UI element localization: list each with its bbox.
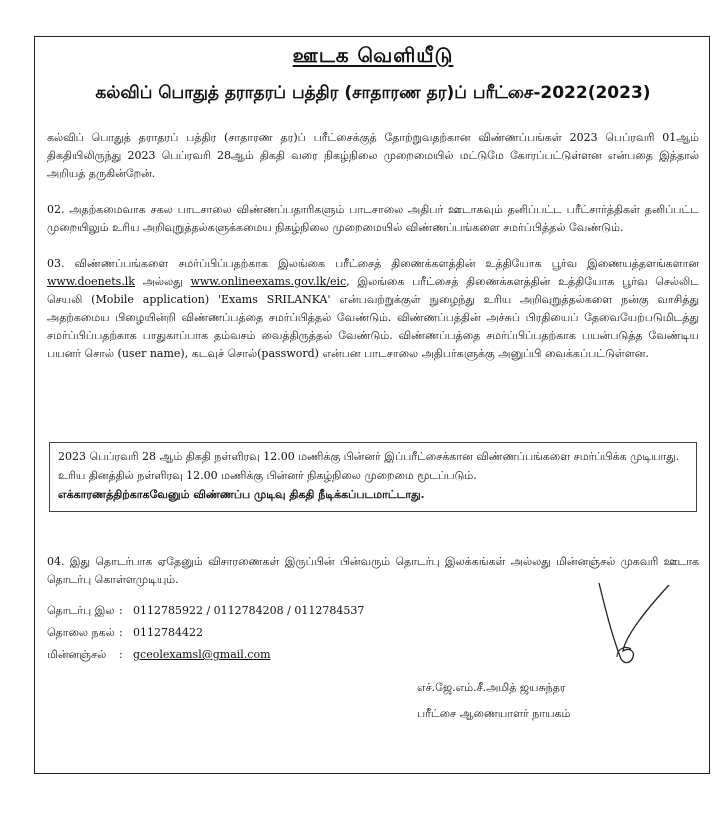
press-release-frame: [34, 36, 710, 774]
deadline-notice-text: 2023 பெப்ரவரி 28 ஆம் திகதி நள்ளிரவு 12.00 மணிக்கு பின்னர் இப்பரீட்சைக்கான விண்ணப்பங்களை சமர்ப்பிக்க முடியாது. உரிய தினத்தில் நள்ளிரவு 12.00 மணிக்கு பின்னர் நிகழ்நிலை முறைமை மூடப்படும்.: [58, 450, 680, 482]
phone-colon: :: [119, 604, 123, 617]
paragraph-1: கல்விப் பொதுத் தராதரப் பத்திர (சாதாரண தர)ப் பரீட்சைக்குத் தோற்றுவதற்கான விண்ணப்பங்கள் 2023 பெப்ரவரி 01ஆம் திகதியிலிருந்து 2023 பெப்ரவரி 28ஆம் திகதி வரை நிகழ்நிலை முறைமையில் மட்டுமே கோரப்பட்டுள்ளன என்பதை இத்தால் அறியத் தருகின்றேன்.: [47, 131, 699, 180]
signature-image: [595, 577, 675, 667]
deadline-notice-box: [49, 442, 697, 512]
fax-colon: :: [119, 626, 123, 639]
signer-name: எச்.ஜே.எம்.சீ.அமித் ஜயசுந்தர: [417, 681, 566, 694]
paragraph-3-rest: , இலங்கை பரீட்சைத் திணைக்களத்தின் உத்தியோக பூர்வ செல்லிட செயலி (Mobile application) 'Exams SRILANKA' என்பவற்றுக்குள் நுழைந்து உரிய அறிவுறுத்தல்களை நன்கு வாசித்து அதற்கமைய பிழையின்றி விண்ணப்பத்தை சமர்ப்பித்தல் வேண்டும். விண்ணப்பத்தின் அச்சுப் பிரதியைப் தேவையேற்படுமிடத்து சமர்ப்பிப்பதற்காக பாதுகாப்பாக தம்வசம் வைத்திருத்தல் வேண்டும். விண்ணப்பத்தை சமர்ப்பிப்பதற்காக பயன்படுத்த வேண்டிய பயனர் சொல் (user name), கடவுச் சொல்(password) என்பன பாடசாலை அதிபர்களுக்கு அனுப்பி வைக்கப்பட்டுள்ளன.: [47, 275, 700, 360]
deadline-notice-bold: எக்காரணத்திற்காகவேனும் விண்ணப்ப முடிவு திகதி நீடிக்கப்படமாட்டாது.: [58, 488, 425, 501]
paragraph-2: 02. அதற்கமைவாக சகல பாடசாலை விண்ணப்பதாரிகளும் பாடசாலை அதிபர் ஊடாகவும் தனிப்பட்ட பரீட்சார்த்திகள் தனிப்பட்ட முறையிலும் உரிய அறிவுறுத்தல்களுக்கமைய நிகழ்நிலை முறைமையில் விண்ணப்பங்களை சமர்ப்பித்தல் வேண்டும்.: [47, 203, 699, 234]
phone-value: 0112785922 / 0112784208 / 0112784537: [133, 604, 365, 617]
phone-label: தொடர்பு இல: [47, 604, 115, 617]
onlineexams-link[interactable]: www.onlineexams.gov.lk/eic: [190, 275, 347, 288]
fax-label: தொலை நகல்: [47, 626, 115, 639]
press-release-title: ஊடக வெளியீடு: [292, 43, 454, 67]
exam-subtitle: கல்விப் பொதுத் தராதரப் பத்திர (சாதாரண தர)ப் பரீட்சை-2022(2023): [95, 83, 651, 103]
paragraph-3-intro: 03. விண்ணப்பங்களை சமர்ப்பிப்பதற்காக இலங்கை பரீட்சைத் திணைக்களத்தின் உத்தியோக பூர்வ இணையத்தளங்களான: [47, 257, 699, 270]
paragraph-3-or: அல்லது: [142, 275, 183, 288]
email-colon: :: [119, 648, 123, 661]
email-label: மின்னஞ்சல்: [47, 648, 107, 661]
fax-row: [47, 625, 203, 641]
fax-value: 0112784422: [133, 626, 203, 639]
doenets-link[interactable]: www.doenets.lk: [47, 275, 135, 288]
phone-row: [47, 603, 364, 619]
paragraph-4: 04. இது தொடர்பாக ஏதேனும் விசாரணைகள் இருப்பின் பின்வரும் தொடர்பு இலக்கங்கள் அல்லது மின்னஞ்சல் முகவரி ஊடாக தொடர்பு கொள்ளமுடியும்.: [47, 555, 699, 586]
email-row: [47, 647, 271, 663]
signer-title: பரீட்சை ஆணையாளர் நாயகம்: [417, 707, 571, 720]
paragraph-3: [47, 255, 699, 363]
email-link[interactable]: gceolexamsl@gmail.com: [133, 648, 271, 661]
